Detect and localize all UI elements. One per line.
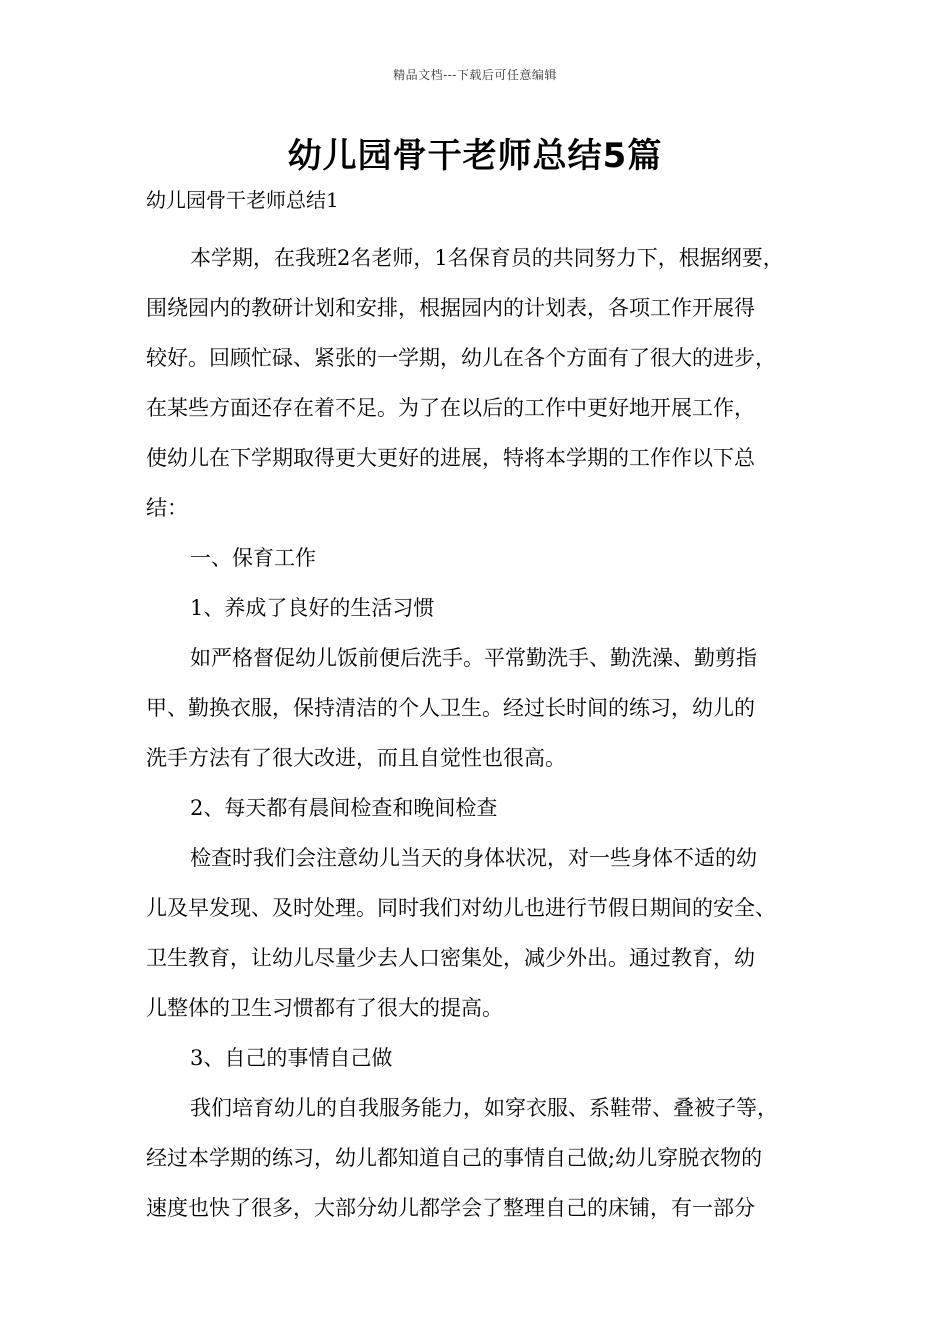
text-line: 儿及早发现、及时处理。同时我们对幼儿也进行节假日期间的安全、 [146, 896, 776, 920]
text-line: 结： [146, 496, 188, 520]
text-line: 我们培育幼儿的自我服务能力，如穿衣服、系鞋带、叠被子等， [190, 1096, 778, 1120]
text-line: 经过本学期的练习，幼儿都知道自己的事情自己做;幼儿穿脱衣物的 [146, 1146, 763, 1170]
document-title: 幼儿园骨干老师总结5篇 [287, 136, 663, 176]
document-body [146, 183, 826, 1233]
header-note: 精品文档---下载后可任意编辑 [393, 68, 557, 82]
body-text [146, 233, 826, 1233]
text-line: 本学期，在我班2名老师，1名保育员的共同努力下，根据纲要， [190, 246, 784, 270]
text-line: 围绕园内的教研计划和安排，根据园内的计划表，各项工作开展得 [146, 296, 755, 320]
heading-line: 2、每天都有晨间检查和晚间检查 [190, 796, 498, 820]
text-line: 在某些方面还存在着不足。为了在以后的工作中更好地开展工作， [146, 396, 755, 420]
text-line: 速度也快了很多，大部分幼儿都学会了整理自己的床铺，有一部分 [146, 1196, 755, 1220]
text-line: 较好。回顾忙碌、紧张的一学期，幼儿在各个方面有了很大的进步， [146, 346, 776, 370]
heading-line: 3、自己的事情自己做 [190, 1046, 393, 1070]
text-line: 洗手方法有了很大改进，而且自觉性也很高。 [146, 746, 566, 770]
text-line: 如严格督促幼儿饭前便后洗手。平常勤洗手、勤洗澡、勤剪指 [190, 646, 757, 670]
text-line: 使幼儿在下学期取得更大更好的进展，特将本学期的工作作以下总 [146, 446, 755, 470]
text-line: 卫生教育，让幼儿尽量少去人口密集处，减少外出。通过教育，幼 [146, 946, 755, 970]
text-line: 儿整体的卫生习惯都有了很大的提高。 [146, 996, 503, 1020]
text-line: 甲、勤换衣服，保持清洁的个人卫生。经过长时间的练习，幼儿的 [146, 696, 755, 720]
heading-line: 1、养成了良好的生活习惯 [190, 596, 435, 620]
heading-line: 一、保育工作 [190, 546, 316, 570]
section-title: 幼儿园骨干老师总结1 [146, 188, 339, 212]
text-line: 检查时我们会注意幼儿当天的身体状况，对一些身体不适的幼 [190, 846, 757, 870]
